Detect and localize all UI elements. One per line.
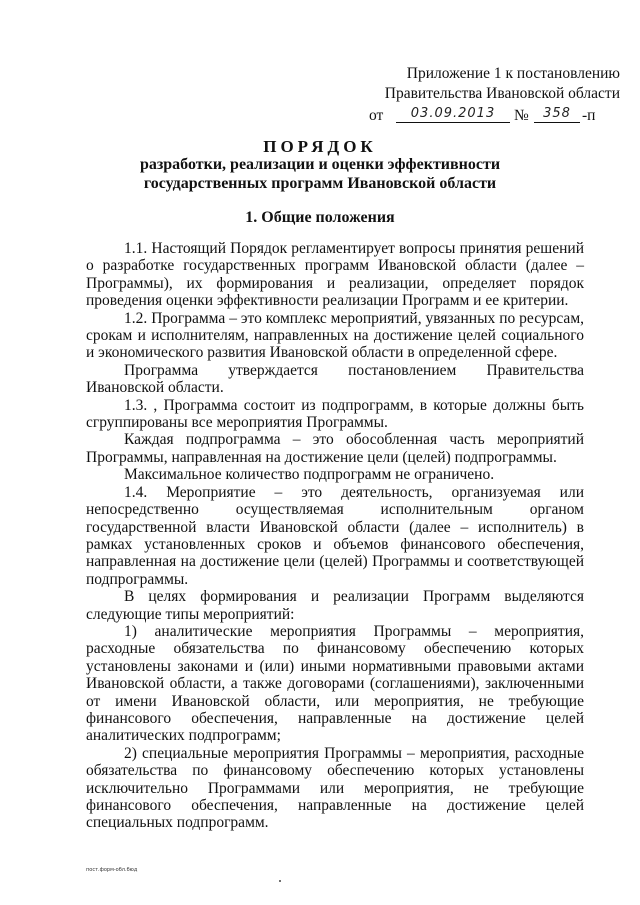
body-text (86, 240, 584, 832)
page-speck (279, 880, 281, 882)
paragraph-1-3: 1.3. , Программа состоит из подпрограмм, в которые должны быть сгруппированы все мероприятия Программы. (86, 396, 584, 432)
document-subtitle-2: государственных программ Ивановской области (143, 175, 497, 192)
paragraph-1-2: 1.2. Программа – это комплекс мероприятий, увязанных по ресурсам, срокам и исполнителям, направленных на достижение целей социального и экономического развития Ивановской области в определенной сфере. (86, 309, 584, 362)
paragraph-max-count: Максимальное количество подпрограмм не ограничено. (124, 466, 495, 484)
paragraph-type-2: 2) специальные мероприятия Программы – мероприятия, расходные обязательства по финансовому обеспечению которых установлены исключительно Программами или мероприятия, не требующие финансового обеспечения, направленные на достижение целей специальных подпрограмм. (86, 744, 584, 832)
from-label: от (369, 107, 384, 124)
appendix-line-2: Правительства Ивановской области (384, 85, 620, 102)
number-value: 358 (534, 106, 580, 123)
paragraph-1-1: 1.1. Настоящий Порядок регламентирует вопросы принятия решений о разработке государственных программ Ивановской области (далее – Программы), их формирования и реализации, определяет порядок проведения оценки эффективности реализации Программ и ее критерии. (86, 240, 584, 310)
paragraph-types-intro: В целях формирования и реализации Программ выделяются следующие типы мероприятий: (86, 588, 584, 623)
paragraph-1-4: 1.4. Мероприятие – это деятельность, организуемая или непосредственно осуществляемая исполнительным органом государственной власти Ивановской области (далее – исполнитель) в рамках установленных сроков и объемов финансового обеспечения, направленная на достижение цели (целей) Программы и соответствующей подпрограммы. (86, 483, 584, 588)
paragraph-type-1: 1) аналитические мероприятия Программы – мероприятия, расходные обязательства по финансовому обеспечению которых установлены законами и (или) иными нормативными правовыми актами Ивановской области, а также договорами (соглашениями), заключенными от имени Ивановской области, или мероприятия, не требующие финансового обеспечения, направленные на достижение целей аналитических подпрограмм; (86, 622, 584, 745)
file-path-note: пост.форм-обл.бюд (86, 867, 138, 873)
document-subtitle-1: разработки, реализации и оценки эффективности (139, 156, 501, 173)
appendix-date-line (370, 104, 620, 126)
number-suffix: -п (582, 107, 596, 124)
number-label: № (514, 107, 529, 124)
section-heading: 1. Общие положения (245, 209, 395, 226)
document-title: ПОРЯДОК (263, 137, 377, 156)
paragraph-approval: Программа утверждается постановлением Правительства Ивановской области. (86, 361, 584, 397)
appendix-block (370, 64, 620, 126)
appendix-line-1: Приложение 1 к постановлению (406, 65, 620, 82)
paragraph-subprogram: Каждая подпрограмма – это обособленная часть мероприятий Программы, направленная на достижение цели (целей) подпрограммы. (86, 431, 584, 466)
date-value: 03.09.2013 (396, 106, 510, 123)
